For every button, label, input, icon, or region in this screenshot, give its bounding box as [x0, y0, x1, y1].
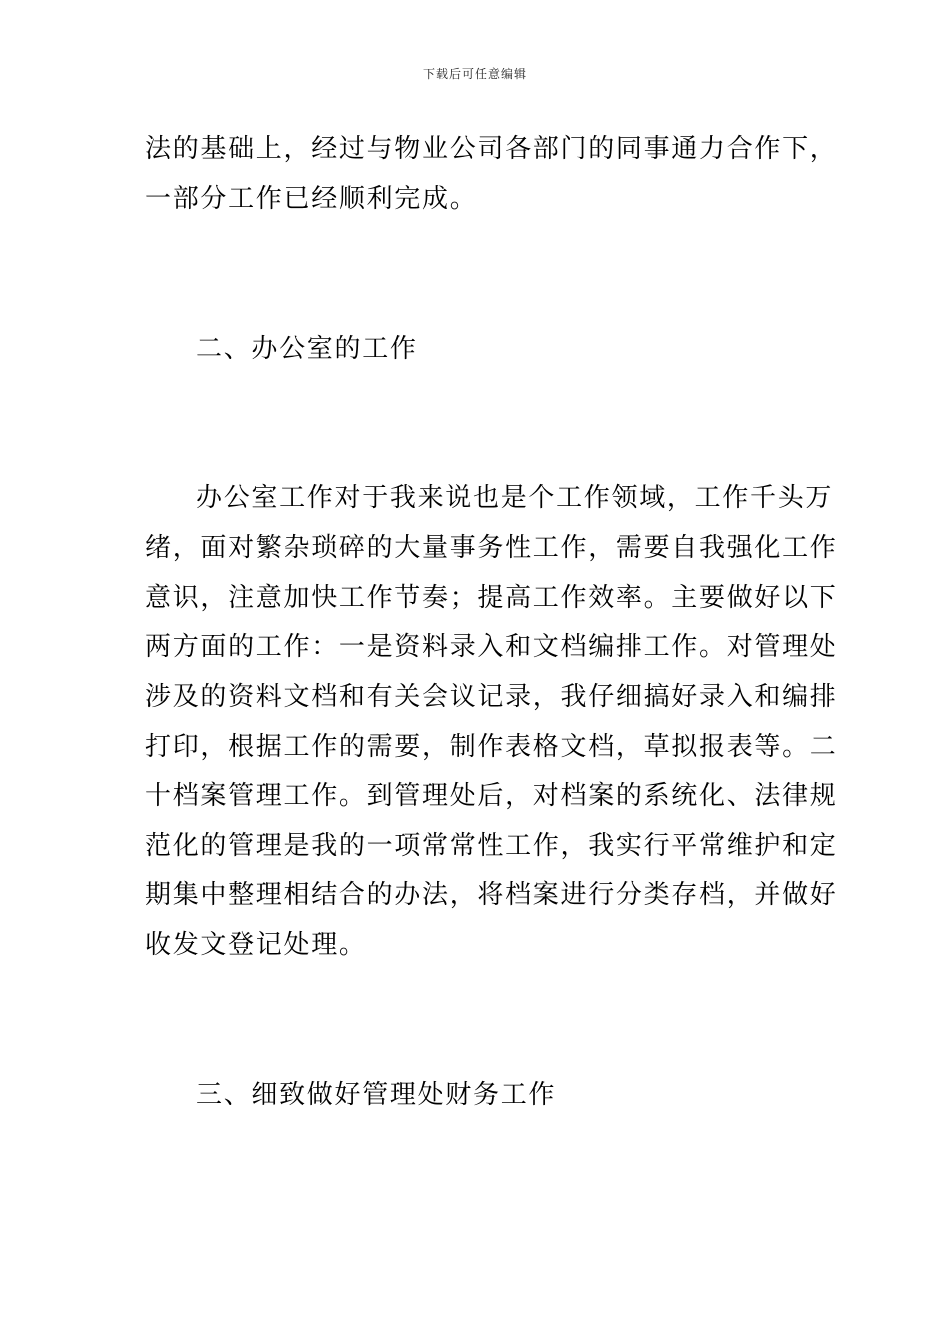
- paragraph-line: 办公室工作对于我来说也是个工作领域，工作千头万: [196, 483, 834, 513]
- paragraph-line: 打印，根据工作的需要，制作表格文档，草拟报表等。二: [145, 732, 838, 762]
- paragraph-line: 绪，面对繁杂琐碎的大量事务性工作，需要自我强化工作: [145, 533, 838, 563]
- paragraph-line: 意识，注意加快工作节奏；提高工作效率。主要做好以下: [145, 583, 838, 613]
- paragraph-line: 收发文登记处理。: [145, 930, 367, 960]
- paragraph-line: 一部分工作已经顺利完成。: [145, 184, 478, 214]
- paragraph-line: 法的基础上，经过与物业公司各部门的同事通力合作下，: [145, 134, 838, 164]
- paragraph-line: 涉及的资料文档和有关会议记录，我仔细搞好录入和编排: [145, 682, 838, 712]
- section-heading: 二、办公室的工作: [196, 334, 418, 364]
- paragraph-line: 两方面的工作：一是资料录入和文档编排工作。对管理处: [145, 632, 838, 662]
- paragraph-line: 十档案管理工作。到管理处后，对档案的系统化、法律规: [145, 781, 838, 811]
- page-header: 下载后可任意编辑: [422, 67, 527, 81]
- section-heading: 三、细致做好管理处财务工作: [196, 1080, 557, 1110]
- paragraph-line: 范化的管理是我的一项常常性工作，我实行平常维护和定: [145, 831, 838, 861]
- paragraph-line: 期集中整理相结合的办法，将档案进行分类存档，并做好: [145, 880, 838, 910]
